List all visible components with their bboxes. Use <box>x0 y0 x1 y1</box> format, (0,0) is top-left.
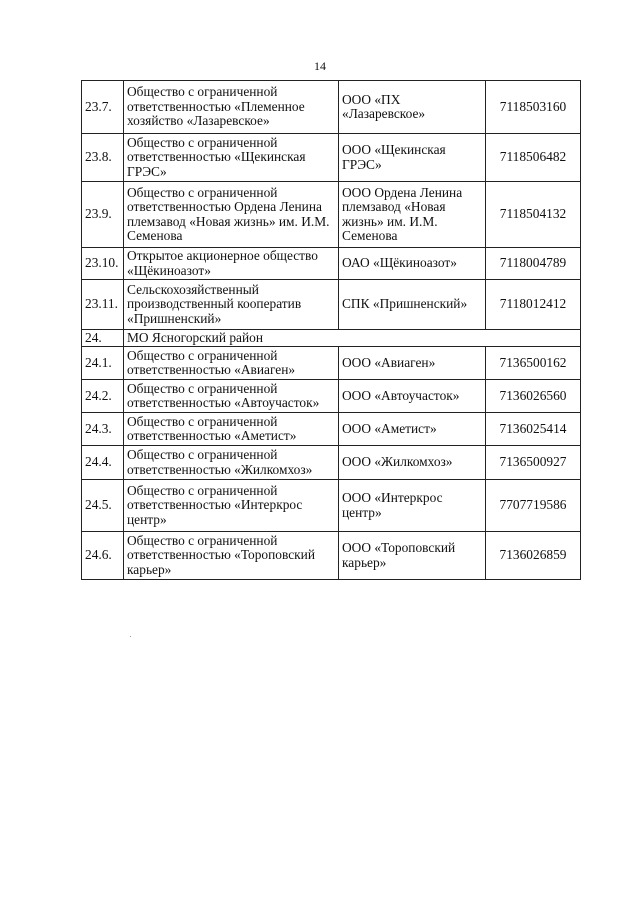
organization-inn: 7118503160 <box>486 81 581 134</box>
organization-full-name: Общество с ограниченной ответственностью «Автоучасток» <box>124 380 339 413</box>
table-row <box>82 81 581 134</box>
organization-short-name: ОАО «Щёкиноазот» <box>339 248 486 280</box>
organization-short-name: ООО «Жилкомхоз» <box>339 446 486 480</box>
organization-inn: 7136500927 <box>486 446 581 480</box>
organization-inn: 7118504132 <box>486 182 581 248</box>
organization-full-name: Общество с ограниченной ответственностью «Тороповский карьер» <box>124 532 339 580</box>
table-row <box>82 280 581 330</box>
organizations-table-body <box>82 81 581 580</box>
row-number: 23.11. <box>82 280 124 330</box>
organizations-table <box>81 80 581 580</box>
table-row <box>82 134 581 182</box>
section-title: МО Ясногорский район <box>124 330 581 347</box>
organization-short-name: ООО «Щекинская ГРЭС» <box>339 134 486 182</box>
row-number: 23.8. <box>82 134 124 182</box>
page-number: 14 <box>314 59 326 73</box>
organization-inn: 7136025414 <box>486 413 581 446</box>
organization-inn: 7136026859 <box>486 532 581 580</box>
table-row <box>82 248 581 280</box>
table-row <box>82 532 581 580</box>
organization-full-name: Общество с ограниченной ответственностью «Племенное хозяйство «Лазаревское» <box>124 81 339 134</box>
organization-inn: 7118004789 <box>486 248 581 280</box>
organization-full-name: Открытое акционерное общество «Щёкиноазот» <box>124 248 339 280</box>
organization-short-name: ООО «Интеркрос центр» <box>339 480 486 532</box>
row-number: 24.4. <box>82 446 124 480</box>
table-row <box>82 446 581 480</box>
row-number: 24.1. <box>82 347 124 380</box>
organization-inn: 7136026560 <box>486 380 581 413</box>
organization-full-name: Общество с ограниченной ответственностью «Щекинская ГРЭС» <box>124 134 339 182</box>
organization-short-name: ООО Ордена Ленина племзавод «Новая жизнь» им. И.М. Семенова <box>339 182 486 248</box>
organization-short-name: ООО «Автоучасток» <box>339 380 486 413</box>
organization-short-name: ООО «Тороповский карьер» <box>339 532 486 580</box>
row-number: 24.6. <box>82 532 124 580</box>
organization-full-name: Общество с ограниченной ответственностью «Аметист» <box>124 413 339 446</box>
organization-inn: 7707719586 <box>486 480 581 532</box>
row-number: 23.7. <box>82 81 124 134</box>
row-number: 24.5. <box>82 480 124 532</box>
section-row <box>82 330 581 347</box>
organization-inn: 7136500162 <box>486 347 581 380</box>
row-number: 24.2. <box>82 380 124 413</box>
scan-speck <box>130 636 131 637</box>
organization-short-name: ООО «Авиаген» <box>339 347 486 380</box>
table-row <box>82 182 581 248</box>
organization-full-name: Общество с ограниченной ответственностью «Интеркрос центр» <box>124 480 339 532</box>
organization-full-name: Общество с ограниченной ответственностью «Жилкомхоз» <box>124 446 339 480</box>
organization-short-name: ООО «Аметист» <box>339 413 486 446</box>
organization-full-name: Сельскохозяйственный производственный кооператив «Пришненский» <box>124 280 339 330</box>
row-number: 23.10. <box>82 248 124 280</box>
organization-full-name: Общество с ограниченной ответственностью Ордена Ленина племзавод «Новая жизнь» им. И.М. Семенова <box>124 182 339 248</box>
row-number: 24.3. <box>82 413 124 446</box>
organization-short-name: СПК «Пришненский» <box>339 280 486 330</box>
organization-inn: 7118012412 <box>486 280 581 330</box>
row-number: 23.9. <box>82 182 124 248</box>
section-number: 24. <box>82 330 124 347</box>
table-row <box>82 413 581 446</box>
organization-full-name: Общество с ограниченной ответственностью «Авиаген» <box>124 347 339 380</box>
organization-short-name: ООО «ПХ «Лазаревское» <box>339 81 486 134</box>
table-row <box>82 380 581 413</box>
table-row <box>82 347 581 380</box>
table-row <box>82 480 581 532</box>
organization-inn: 7118506482 <box>486 134 581 182</box>
